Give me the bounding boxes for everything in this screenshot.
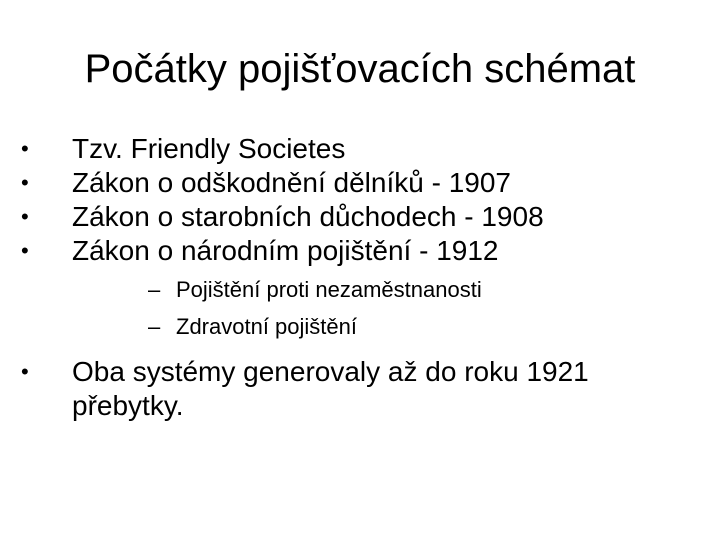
bullet-icon: •	[21, 238, 29, 263]
list-item	[0, 132, 720, 166]
bullet-icon: •	[21, 170, 29, 195]
slide-title: Počátky pojišťovacích schémat	[84, 47, 636, 91]
list-item-label: Oba systémy generovaly až do roku 1921 přebytky.	[72, 356, 589, 421]
sub-list	[72, 275, 720, 341]
list-item-label: Zákon o odškodnění dělníků - 1907	[72, 167, 511, 198]
bullet-icon: •	[21, 204, 29, 229]
list-item-label: Zákon o starobních důchodech - 1908	[72, 201, 544, 232]
sub-list-item	[72, 275, 720, 304]
dash-icon: –	[148, 277, 161, 302]
bullet-list	[0, 132, 720, 423]
dash-icon: –	[148, 314, 161, 339]
list-item	[0, 166, 720, 200]
bullet-icon: •	[21, 136, 29, 161]
list-item-label: Zákon o národním pojištění - 1912	[72, 235, 499, 266]
sub-list-item-label: Zdravotní pojištění	[176, 314, 357, 339]
list-item	[0, 234, 720, 341]
list-item	[0, 200, 720, 234]
sub-list-item	[72, 312, 720, 341]
list-item-label: Tzv. Friendly Societes	[72, 133, 346, 164]
sub-list-item-label: Pojištění proti nezaměstnanosti	[176, 277, 482, 302]
list-item	[0, 355, 662, 423]
bullet-icon: •	[21, 359, 29, 384]
